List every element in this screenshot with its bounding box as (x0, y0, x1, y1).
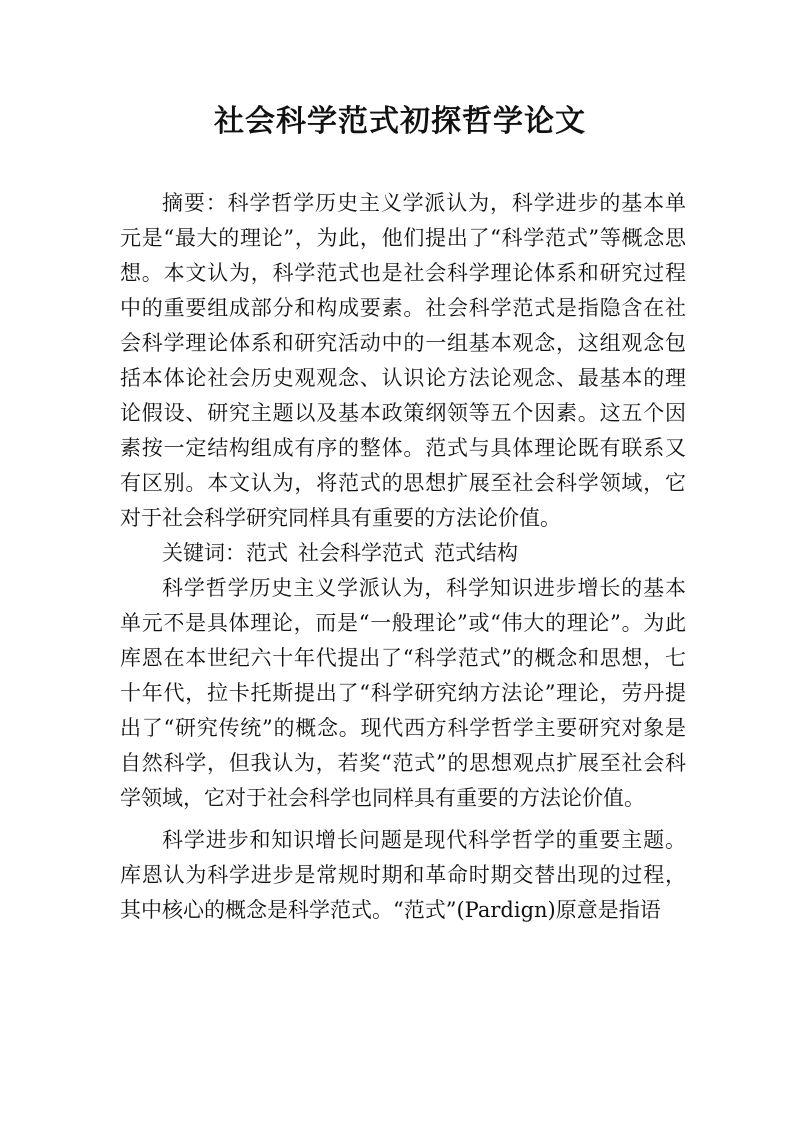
keywords-label: 关键词： (162, 541, 246, 565)
document-title: 社会科学范式初探哲学论文 (214, 104, 586, 139)
document-body (120, 186, 686, 928)
keyword-term: 社会科学范式 (298, 541, 424, 565)
keyword-term: 范式结构 (434, 541, 518, 565)
abstract-paragraph: 摘要：科学哲学历史主义学派认为，科学进步的基本单元是“最大的理论”，为此，他们提出了“科学范式”等概念思想。本文认为，科学范式也是社会科学理论体系和研究过程中的重要组成部分和构成要素。社会科学范式是指隐含在社会科学理论体系和研究活动中的一组基本观念，这组观念包括本体论社会历史观观念、认识论方法论观念、最基本的理论假设、研究主题以及基本政策纲领等五个因素。这五个因素按一定结构组成有序的整体。范式与具体理论既有联系又有区别。本文认为，将范式的思想扩展至社会科学领域，它对于社会科学研究同样具有重要的方法论价值。 (120, 191, 686, 530)
keyword-term: 范式 (246, 541, 288, 565)
keywords-line (120, 536, 686, 571)
body-paragraph: 科学进步和知识增长问题是现代科学哲学的重要主题。库恩认为科学进步是常规时期和革命时期交替出现的过程，其中核心的概念是科学范式。“范式”(Pardign)原意是指语 (120, 828, 686, 922)
body-paragraph: 科学哲学历史主义学派认为，科学知识进步增长的基本单元不是具体理论，而是“一般理论”或“伟大的理论”。为此库恩在本世纪六十年代提出了“科学范式”的概念和思想，七十年代，拉卡托斯提出了“科学研究纳方法论”理论，劳丹提出了“研究传统”的概念。现代西方科学哲学主要研究对象是自然科学，但我认为，若奖“范式”的思想观点扩展至社会科学领域，它对于社会科学也同样具有重要的方法论价值。 (120, 576, 686, 810)
